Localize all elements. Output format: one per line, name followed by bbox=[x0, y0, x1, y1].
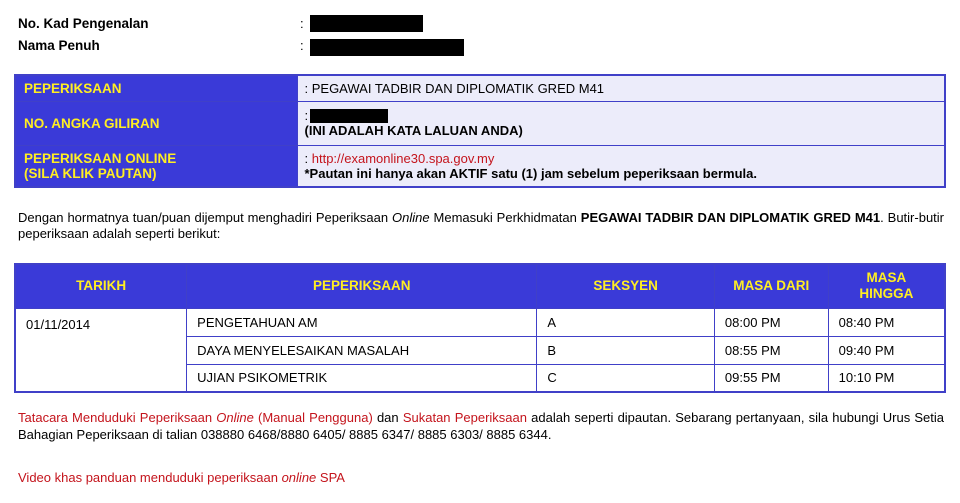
header-time-to bbox=[828, 264, 945, 308]
online-label bbox=[15, 145, 297, 187]
manual-link[interactable] bbox=[18, 410, 373, 425]
row-section: A bbox=[537, 308, 715, 336]
row-section: B bbox=[537, 336, 715, 364]
procedure-paragraph bbox=[18, 409, 944, 443]
ic-row bbox=[18, 12, 718, 34]
row-exam: PENGETAHUAN AM bbox=[187, 308, 537, 336]
and-word: dan bbox=[372, 410, 403, 425]
row-section: C bbox=[537, 364, 715, 392]
schedule-header-row bbox=[15, 264, 945, 308]
candidate-identity bbox=[18, 12, 718, 56]
exam-date: 01/11/2014 bbox=[15, 308, 187, 392]
intro-part3: . Butir-butir peperiksaan adalah seperti berikut: bbox=[18, 210, 945, 241]
header-time-to-line1: MASA bbox=[866, 270, 907, 286]
online-label-line2: (SILA KLIK PAUTAN) bbox=[24, 165, 157, 181]
index-note: (INI ADALAH KATA LALUAN ANDA) bbox=[304, 122, 523, 138]
ic-separator: : bbox=[300, 15, 304, 31]
syllabus-link[interactable]: Sukatan Peperiksaan bbox=[402, 410, 527, 425]
name-separator: : bbox=[300, 37, 304, 53]
table-row bbox=[15, 308, 945, 336]
row-time-from: 08:00 PM bbox=[714, 308, 828, 336]
header-time-to-line2: HINGGA bbox=[859, 286, 914, 302]
name-label: Nama Penuh bbox=[18, 37, 100, 53]
index-redacted bbox=[310, 109, 388, 123]
manual-link-part1: Tatacara Menduduki Peperiksaan bbox=[18, 410, 217, 425]
header-time-from: MASA DARI bbox=[714, 264, 828, 308]
manual-link-part2: (Manual Pengguna) bbox=[253, 410, 373, 425]
contact-text: adalah seperti dipautan. Sebarang pertanyaan, sila hubungi Urus Setia Bahagian Peperiksaan di talian 038880 6468/8880 6405/ 8885 6347/ 8885 6303/ 8885 6344. bbox=[18, 410, 945, 442]
video-link-part2: SPA bbox=[316, 470, 345, 485]
video-guide-link[interactable] bbox=[18, 470, 345, 485]
row-time-from: 08:55 PM bbox=[714, 336, 828, 364]
intro-part1: Dengan hormatnya tuan/puan dijemput menghadiri Peperiksaan bbox=[18, 210, 393, 225]
row-time-to: 10:10 PM bbox=[828, 364, 945, 392]
exam-label: PEPERIKSAAN bbox=[15, 75, 297, 101]
row-exam: UJIAN PSIKOMETRIK bbox=[187, 364, 537, 392]
index-label: NO. ANGKA GILIRAN bbox=[15, 101, 297, 145]
exam-value: : PEGAWAI TADBIR DAN DIPLOMATIK GRED M41 bbox=[297, 75, 945, 101]
ic-redacted bbox=[310, 15, 423, 32]
online-label-line1: PEPERIKSAAN ONLINE bbox=[24, 150, 177, 166]
intro-part2: Memasuki Perkhidmatan bbox=[429, 210, 581, 225]
intro-paragraph bbox=[18, 210, 944, 242]
row-time-to: 09:40 PM bbox=[828, 336, 945, 364]
exam-schedule-table bbox=[14, 263, 946, 393]
online-value bbox=[297, 145, 945, 187]
video-link-online-word: online bbox=[281, 470, 317, 485]
row-exam: DAYA MENYELESAIKAN MASALAH bbox=[187, 336, 537, 364]
exam-online-link[interactable]: http://examonline30.spa.gov.my bbox=[311, 150, 495, 166]
name-redacted bbox=[310, 39, 464, 56]
exam-row bbox=[15, 75, 945, 101]
online-colon: : bbox=[304, 150, 309, 166]
video-guide-line bbox=[18, 470, 618, 485]
intro-online-word: Online bbox=[392, 210, 430, 225]
name-row bbox=[18, 34, 718, 56]
index-row bbox=[15, 101, 945, 145]
ic-label: No. Kad Pengenalan bbox=[18, 15, 149, 31]
header-exam: PEPERIKSAAN bbox=[187, 264, 537, 308]
header-section: SEKSYEN bbox=[537, 264, 715, 308]
index-value bbox=[297, 101, 945, 145]
header-date: TARIKH bbox=[15, 264, 187, 308]
video-link-part1: Video khas panduan menduduki peperiksaan bbox=[18, 470, 282, 485]
index-colon: : bbox=[304, 108, 309, 123]
exam-info-table bbox=[14, 74, 946, 188]
row-time-to: 08:40 PM bbox=[828, 308, 945, 336]
manual-link-online-word: Online bbox=[216, 410, 254, 425]
row-time-from: 09:55 PM bbox=[714, 364, 828, 392]
online-row bbox=[15, 145, 945, 187]
intro-post: PEGAWAI TADBIR DAN DIPLOMATIK GRED M41 bbox=[580, 210, 881, 225]
online-note: *Pautan ini hanya akan AKTIF satu (1) jam sebelum peperiksaan bermula. bbox=[304, 165, 757, 181]
